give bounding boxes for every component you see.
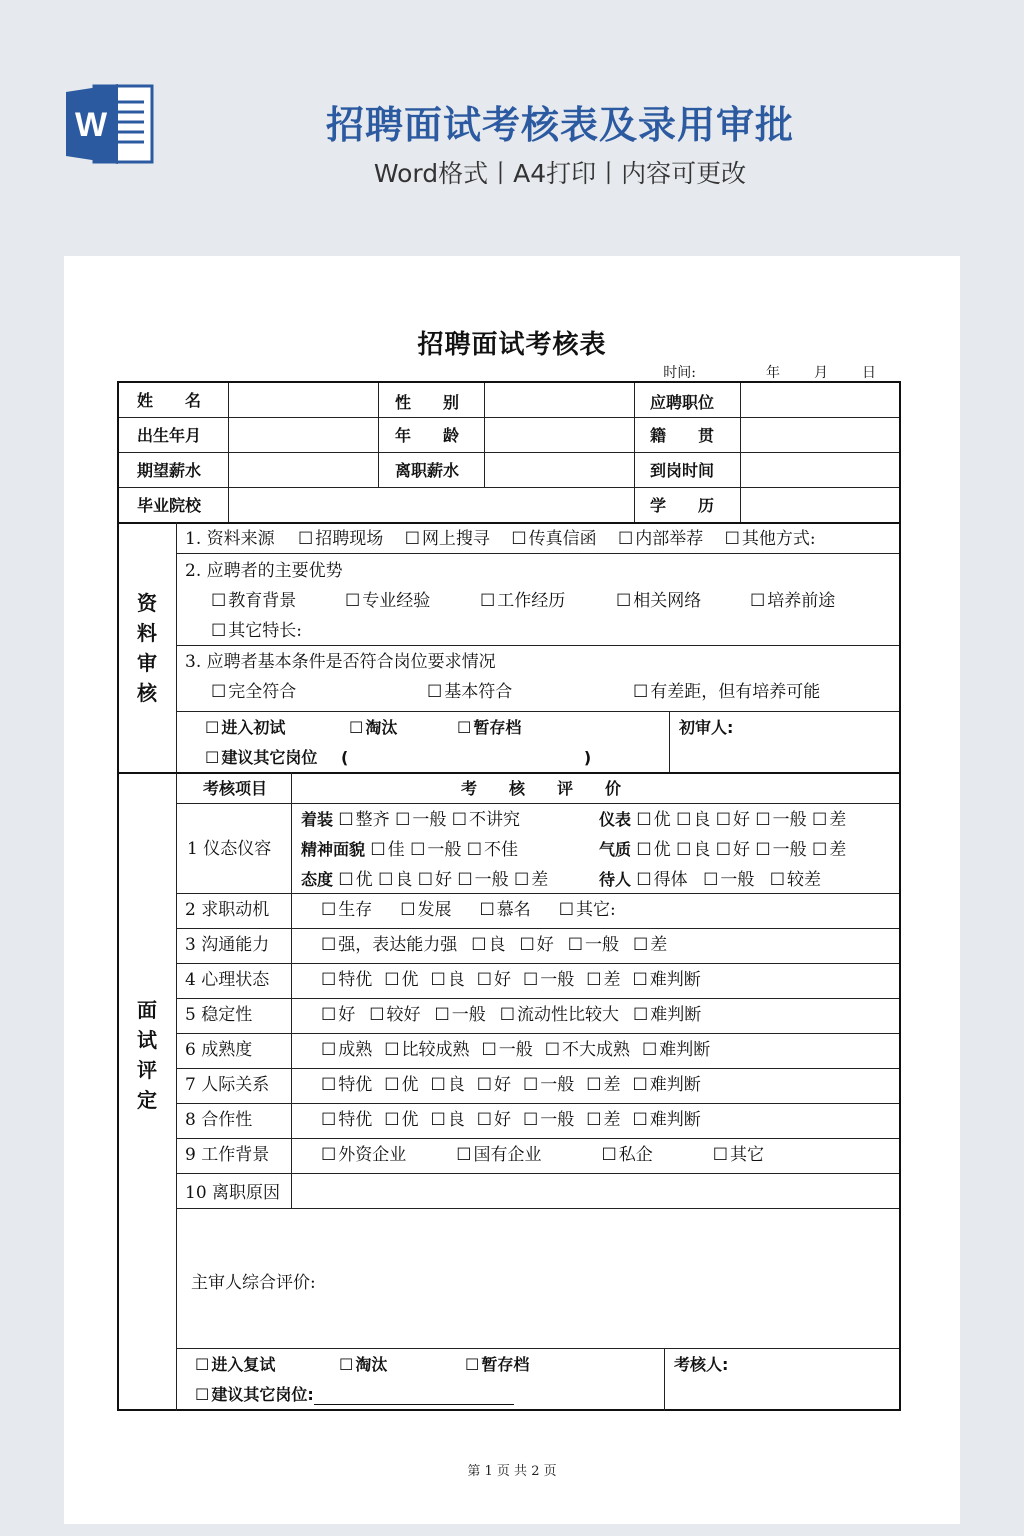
date-day: 日 — [862, 365, 876, 381]
eval-row-options — [291, 900, 616, 920]
attitude-row: 态度 ☐ 优 ☐ 良 ☐ 好 ☐ 一般 ☐ 差 — [301, 870, 548, 890]
examiner-label: 考核人: — [674, 1355, 729, 1374]
eval-option[interactable]: ☐ 一般 — [435, 1005, 486, 1025]
strength-option[interactable]: ☐ 工作经历 — [480, 591, 616, 611]
temper-option[interactable]: ☐ 优 — [636, 840, 670, 860]
eval-option[interactable]: ☐ 难判断 — [633, 1075, 701, 1095]
eval-row-options — [291, 1110, 701, 1130]
eval-option[interactable]: ☐ 外资企业 — [321, 1145, 406, 1165]
decision-option[interactable]: ☐ 暂存档 — [457, 718, 521, 737]
strength-option[interactable]: ☐ 培养前途 — [750, 591, 835, 611]
eval-row-options — [291, 1005, 701, 1025]
temper-option[interactable]: ☐ 差 — [812, 840, 846, 860]
manner-option[interactable]: ☐ 良 — [676, 810, 710, 830]
overall-evaluation-label: 主审人综合评价: — [191, 1273, 316, 1293]
page-subtitle: Word格式丨A4打印丨内容可更改 — [373, 159, 747, 188]
review-suggest-row: ☐ 建议其它岗位 ( ) — [205, 748, 591, 768]
eval-option[interactable]: ☐ 一般 — [523, 970, 574, 990]
date-year: 年 — [766, 365, 780, 381]
word-document-icon — [64, 82, 156, 166]
suggest-option[interactable]: ☐ 建议其它岗位 — [205, 748, 317, 767]
review-side-label: 资 料 审 核 — [137, 591, 157, 705]
eval-option[interactable]: ☐ 不大成熟 — [545, 1040, 630, 1060]
manner-option[interactable]: ☐ 一般 — [755, 810, 806, 830]
final-decision-row — [195, 1355, 529, 1375]
eval-option[interactable]: ☐ 一般 — [523, 1110, 574, 1130]
eval-option[interactable]: ☐ 比较成熟 — [384, 1040, 469, 1060]
eval-row-options — [291, 1145, 764, 1165]
eval-option[interactable]: ☐ 良 — [431, 1075, 465, 1095]
spirit-option[interactable]: ☐ 一般 — [410, 840, 461, 860]
match-option[interactable]: ☐ 基本符合 — [427, 682, 633, 702]
eval-option[interactable]: ☐ 良 — [431, 970, 465, 990]
attitude-option[interactable]: ☐ 一般 — [457, 870, 508, 890]
attitude-option[interactable]: ☐ 良 — [378, 870, 412, 890]
word-icon-letter: W — [74, 106, 108, 144]
leave-salary-label: 离职薪水 — [395, 461, 460, 480]
eval-option[interactable]: ☐ 流动性比较大 — [500, 1005, 619, 1025]
strength-row — [211, 591, 835, 611]
eval-row-options — [291, 1075, 701, 1095]
eval-option[interactable]: ☐ 一般 — [482, 1040, 533, 1060]
decision-option[interactable]: ☐ 淘汰 — [349, 718, 457, 738]
eval-row-options — [291, 935, 667, 955]
page-title: 招聘面试考核表及录用审批 — [325, 103, 794, 147]
eval-option[interactable]: ☐ 差 — [586, 1110, 620, 1130]
eval-option[interactable]: ☐ 差 — [633, 935, 667, 955]
eval-row-label: 8 合作性 — [185, 1110, 253, 1130]
eval-row-label: 4 心理状态 — [185, 970, 270, 990]
manner-option[interactable]: ☐ 优 — [636, 810, 670, 830]
eval-option[interactable]: ☐ 好 — [477, 970, 511, 990]
treat-row: 待人 ☐ 得体 ☐ 一般 ☐ 较差 — [599, 870, 821, 890]
appearance-label: 1 仪态仪容 — [187, 839, 272, 859]
education-label: 学 历 — [650, 496, 715, 515]
interview-side-label: 面 试 评 定 — [137, 998, 157, 1112]
document-page — [64, 256, 960, 1524]
decision-option[interactable]: ☐ 进入初试 — [205, 718, 349, 738]
final-decision-option[interactable]: ☐ 进入复试 — [195, 1355, 339, 1375]
source-option[interactable]: ☐ 内部举荐 — [618, 529, 703, 549]
manner-option[interactable]: ☐ 差 — [812, 810, 846, 830]
match-row — [211, 682, 820, 702]
eval-option[interactable]: ☐ 良 — [431, 1110, 465, 1130]
eval-option[interactable]: ☐ 好 — [477, 1075, 511, 1095]
eval-row-options — [291, 1040, 710, 1060]
dress-option[interactable]: ☐ 整齐 — [338, 810, 389, 830]
match-option[interactable]: ☐ 完全符合 — [211, 682, 427, 702]
salary-label: 期望薪水 — [137, 461, 202, 480]
eval-option[interactable]: ☐ 优 — [384, 1110, 418, 1130]
strength-label: 2. 应聘者的主要优势 — [185, 561, 343, 581]
eval-option[interactable]: ☐ 好 — [477, 1110, 511, 1130]
eval-option[interactable]: ☐ 差 — [586, 970, 620, 990]
final-suggest-option[interactable]: ☐ 建议其它岗位: — [195, 1385, 314, 1404]
temper-row: 气质 ☐ 优 ☐ 良 ☐ 好 ☐ 一般 ☐ 差 — [599, 840, 846, 860]
eval-option[interactable]: ☐ 特优 — [321, 970, 372, 990]
suggest-blank-line[interactable] — [314, 1388, 514, 1405]
final-decision-option[interactable]: ☐ 暂存档 — [465, 1355, 529, 1374]
eval-option[interactable]: ☐ 优 — [384, 970, 418, 990]
source-row: 1. 资料来源 ☐ 招聘现场 ☐ 网上搜寻 ☐ 传真信函 ☐ 内部举荐 ☐ 其他方式: — [185, 529, 816, 549]
eval-row-label: 7 人际关系 — [185, 1075, 270, 1095]
name-label: 姓 名 — [137, 391, 202, 410]
school-label: 毕业院校 — [137, 496, 202, 515]
eval-option[interactable]: ☐ 发展 — [400, 900, 451, 920]
position-label: 应聘职位 — [650, 393, 715, 412]
native-label: 籍 贯 — [650, 426, 715, 445]
final-suggest-row — [195, 1385, 514, 1405]
col-eval-header: 考 核 评 价 — [461, 779, 622, 798]
strength-option[interactable]: ☐ 专业经验 — [345, 591, 480, 611]
attitude-option[interactable]: ☐ 差 — [514, 870, 548, 890]
interview-form-table — [117, 381, 901, 1411]
dress-option[interactable]: ☐ 一般 — [395, 810, 446, 830]
spirit-option[interactable]: ☐ 不佳 — [467, 840, 518, 860]
match-option[interactable]: ☐ 有差距，但有培养可能 — [633, 682, 820, 702]
manner-row: 仪表 ☐ 优 ☐ 良 ☐ 好 ☐ 一般 ☐ 差 — [599, 810, 846, 830]
strength-option[interactable]: ☐ 教育背景 — [211, 591, 345, 611]
eval-row-label: 9 工作背景 — [185, 1145, 270, 1165]
attitude-option[interactable]: ☐ 好 — [418, 870, 452, 890]
date-line — [663, 362, 876, 382]
eval-row-label: 3 沟通能力 — [185, 935, 270, 955]
eval-option[interactable]: ☐ 难判断 — [633, 1005, 701, 1025]
eval-option[interactable]: ☐ 一般 — [523, 1075, 574, 1095]
source-option[interactable]: ☐ 网上搜寻 — [405, 529, 490, 549]
strength-option[interactable]: ☐ 相关网络 — [616, 591, 750, 611]
eval-option[interactable]: ☐ 特优 — [321, 1075, 372, 1095]
source-option[interactable]: ☐ 传真信函 — [511, 529, 596, 549]
eval-option[interactable]: ☐ 国有企业 — [456, 1145, 541, 1165]
final-decision-option[interactable]: ☐ 淘汰 — [339, 1355, 465, 1375]
strength-other[interactable]: ☐ 其它特长: — [211, 621, 302, 641]
col-item-header: 考核项目 — [203, 779, 268, 798]
age-label: 年 龄 — [395, 426, 460, 445]
eval-option[interactable]: ☐ 私企 — [602, 1145, 653, 1165]
dress-row: 着装 ☐ 整齐 ☐ 一般 ☐ 不讲究 — [301, 810, 520, 830]
eval-option[interactable]: ☐ 其它 — [713, 1145, 764, 1165]
temper-option[interactable]: ☐ 好 — [716, 840, 750, 860]
eval-option[interactable]: ☐ 慕名 — [480, 900, 531, 920]
eval-option[interactable]: ☐ 难判断 — [633, 970, 701, 990]
eval-row-label: 6 成熟度 — [185, 1040, 253, 1060]
source-option[interactable]: ☐ 招聘现场 — [298, 529, 383, 549]
date-label: 时间: — [663, 365, 696, 381]
arrival-label: 到岗时间 — [650, 461, 715, 480]
eval-row-label: 5 稳定性 — [185, 1005, 253, 1025]
dress-option[interactable]: ☐ 不讲究 — [452, 810, 520, 830]
spirit-row: 精神面貌 ☐ 佳 ☐ 一般 ☐ 不佳 — [301, 840, 518, 860]
first-reviewer-label: 初审人: — [679, 718, 734, 737]
eval-option[interactable]: ☐ 生存 — [321, 900, 372, 920]
eval-option[interactable]: ☐ 强，表达能力强 — [321, 935, 457, 955]
manner-option[interactable]: ☐ 好 — [716, 810, 750, 830]
birth-label: 出生年月 — [137, 426, 202, 445]
eval-option[interactable]: ☐ 成熟 — [321, 1040, 372, 1060]
gender-label: 性 别 — [395, 393, 460, 412]
spirit-option[interactable]: ☐ 佳 — [370, 840, 404, 860]
eval-option[interactable]: ☐ 好 — [321, 1005, 355, 1025]
eval-row-options — [291, 970, 701, 990]
page-number: 第 1 页 共 2 页 — [467, 1464, 557, 1479]
treat-option[interactable]: ☐ 一般 — [703, 870, 754, 890]
leave-reason-label: 10 离职原因 — [185, 1183, 281, 1203]
treat-option[interactable]: ☐ 得体 — [636, 870, 687, 890]
eval-option[interactable]: ☐ 其它: — [559, 900, 616, 920]
eval-option[interactable]: ☐ 一般 — [568, 935, 619, 955]
eval-option[interactable]: ☐ 难判断 — [633, 1110, 701, 1130]
match-label: 3. 应聘者基本条件是否符合岗位要求情况 — [185, 652, 496, 672]
eval-option[interactable]: ☐ 良 — [471, 935, 505, 955]
eval-row-label: 2 求职动机 — [185, 900, 270, 920]
date-month: 月 — [814, 365, 828, 381]
eval-option[interactable]: ☐ 差 — [586, 1075, 620, 1095]
treat-option[interactable]: ☐ 较差 — [770, 870, 821, 890]
eval-option[interactable]: ☐ 好 — [520, 935, 554, 955]
source-option[interactable]: ☐ 其他方式: — [725, 529, 816, 549]
temper-option[interactable]: ☐ 一般 — [755, 840, 806, 860]
attitude-option[interactable]: ☐ 优 — [338, 870, 372, 890]
eval-option[interactable]: ☐ 优 — [384, 1075, 418, 1095]
eval-option[interactable]: ☐ 特优 — [321, 1110, 372, 1130]
temper-option[interactable]: ☐ 良 — [676, 840, 710, 860]
eval-option[interactable]: ☐ 较好 — [369, 1005, 420, 1025]
review-decision-row — [205, 718, 521, 738]
eval-option[interactable]: ☐ 难判断 — [642, 1040, 710, 1060]
document-title: 招聘面试考核表 — [417, 330, 607, 360]
